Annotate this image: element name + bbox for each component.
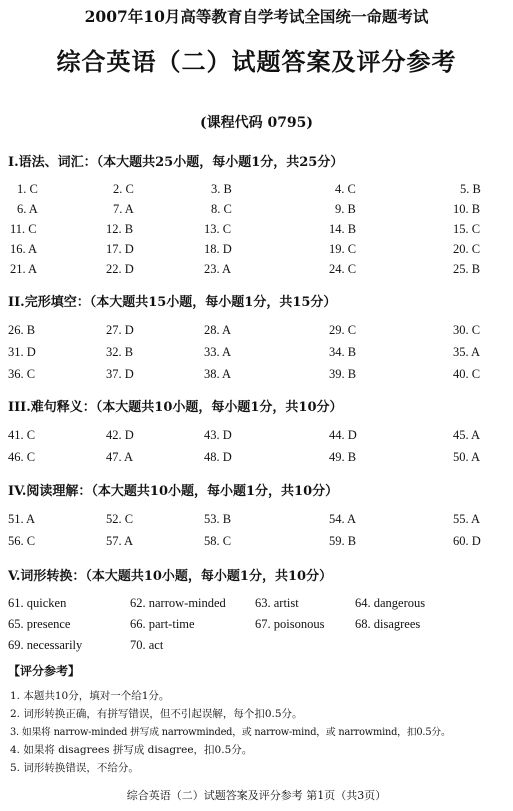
answer-cell: 12. B xyxy=(106,222,134,236)
answer-cell: 2. C xyxy=(113,182,134,196)
answer-cell: 45. A xyxy=(453,428,481,442)
answer-cell: 43. D xyxy=(204,428,232,442)
answer-cell: 10. B xyxy=(453,202,481,216)
answer-cell: 56. C xyxy=(8,534,36,548)
answer-cell: 40. C xyxy=(453,367,481,381)
answer-cell: 67. poisonous xyxy=(255,617,325,631)
answer-cell: 34. B xyxy=(329,345,357,359)
answer-cell: 48. D xyxy=(204,450,232,464)
section-heading-1: I.语法、词汇：（本大题共25小题，每小题1分，共25分） xyxy=(8,155,344,170)
answer-cell: 15. C xyxy=(453,222,481,236)
scoring-note: 4. 如果将 disagrees 拼写成 disagree，扣0.5分。 xyxy=(10,744,253,756)
answer-cell: 55. A xyxy=(453,512,481,526)
answer-cell: 46. C xyxy=(8,450,36,464)
answer-cell: 65. presence xyxy=(8,617,71,631)
answer-cell: 64. dangerous xyxy=(355,596,426,610)
answer-cell: 22. D xyxy=(106,262,134,276)
scoring-note: 5. 词形转换错误，不给分。 xyxy=(10,762,139,774)
answer-cell: 39. B xyxy=(329,367,357,381)
answer-cell: 18. D xyxy=(204,242,232,256)
answer-cell: 3. B xyxy=(211,182,232,196)
answer-cell: 28. A xyxy=(204,323,232,337)
course-code: (课程代码 0795) xyxy=(199,115,314,131)
answer-cell: 66. part-time xyxy=(130,617,195,631)
answer-cell: 58. C xyxy=(204,534,232,548)
answer-cell: 70. act xyxy=(130,638,164,652)
answer-cell: 54. A xyxy=(329,512,357,526)
answer-cell: 14. B xyxy=(329,222,357,236)
answer-cell: 42. D xyxy=(106,428,134,442)
answer-cell: 7. A xyxy=(113,202,134,216)
answer-cell: 16. A xyxy=(10,242,38,256)
answer-cell: 21. A xyxy=(10,262,38,276)
answer-cell: 4. C xyxy=(335,182,356,196)
section-heading-2: II.完形填空：（本大题共15小题，每小题1分，共15分） xyxy=(8,295,337,310)
answer-cell: 59. B xyxy=(329,534,357,548)
answer-cell: 26. B xyxy=(8,323,36,337)
answer-cell: 13. C xyxy=(204,222,232,236)
answer-cell: 20. C xyxy=(453,242,481,256)
answer-cell: 36. C xyxy=(8,367,36,381)
answer-cell: 5. B xyxy=(460,182,481,196)
answer-cell: 31. D xyxy=(8,345,36,359)
section-heading-3: III.难句释义：（本大题共10小题，每小题1分，共10分） xyxy=(8,400,343,415)
answer-cell: 32. B xyxy=(106,345,134,359)
answer-cell: 38. A xyxy=(204,367,232,381)
answer-cell: 41. C xyxy=(8,428,36,442)
section-heading-5: V.词形转换：（本大题共10小题，每小题1分，共10分） xyxy=(8,569,333,584)
answer-cell: 50. A xyxy=(453,450,481,464)
answer-cell: 19. C xyxy=(329,242,357,256)
answer-cell: 44. D xyxy=(329,428,357,442)
answer-cell: 63. artist xyxy=(255,596,299,610)
answer-cell: 24. C xyxy=(329,262,357,276)
answer-cell: 33. A xyxy=(204,345,232,359)
scoring-note: 2. 词形转换正确，有拼写错误，但不引起误解，每个扣0.5分。 xyxy=(10,708,303,720)
answer-cell: 35. A xyxy=(453,345,481,359)
answer-cell: 57. A xyxy=(106,534,134,548)
answer-cell: 62. narrow-minded xyxy=(130,596,226,610)
answer-cell: 69. necessarily xyxy=(8,638,83,652)
answer-cell: 52. C xyxy=(106,512,134,526)
title-line-1: 2007年10月高等教育自学考试全国统一命题考试 xyxy=(84,7,429,26)
answer-cell: 9. B xyxy=(335,202,356,216)
answer-cell: 11. C xyxy=(10,222,37,236)
answer-cell: 51. A xyxy=(8,512,36,526)
answer-cell: 29. C xyxy=(329,323,357,337)
page-title: 综合英语（二）试题答案及评分参考 xyxy=(56,47,457,76)
answer-cell: 53. B xyxy=(204,512,232,526)
answer-cell: 27. D xyxy=(106,323,134,337)
answer-cell: 30. C xyxy=(453,323,481,337)
answer-cell: 68. disagrees xyxy=(355,617,421,631)
answer-cell: 60. D xyxy=(453,534,481,548)
section-heading-4: IV.阅读理解：（本大题共10小题，每小题1分，共10分） xyxy=(8,484,339,499)
answer-cell: 1. C xyxy=(17,182,38,196)
answer-cell: 49. B xyxy=(329,450,357,464)
answer-cell: 8. C xyxy=(211,202,232,216)
answer-cell: 61. quicken xyxy=(8,596,67,610)
scoring-title: 【评分参考】 xyxy=(8,664,81,678)
scoring-note: 3. 如果将 narrow-minded 拼写成 narrowminded，或 narrow-mind，或 narrowmind，扣0.5分。 xyxy=(10,727,451,738)
answer-cell: 37. D xyxy=(106,367,134,381)
answer-cell: 25. B xyxy=(453,262,481,276)
answer-cell: 47. A xyxy=(106,450,134,464)
answer-cell: 6. A xyxy=(17,202,38,216)
scoring-note: 1. 本题共10分，填对一个给1分。 xyxy=(10,690,170,702)
answer-cell: 23. A xyxy=(204,262,232,276)
page-footer: 综合英语（二）试题答案及评分参考 第1页（共3页） xyxy=(126,789,387,802)
answer-cell: 17. D xyxy=(106,242,134,256)
